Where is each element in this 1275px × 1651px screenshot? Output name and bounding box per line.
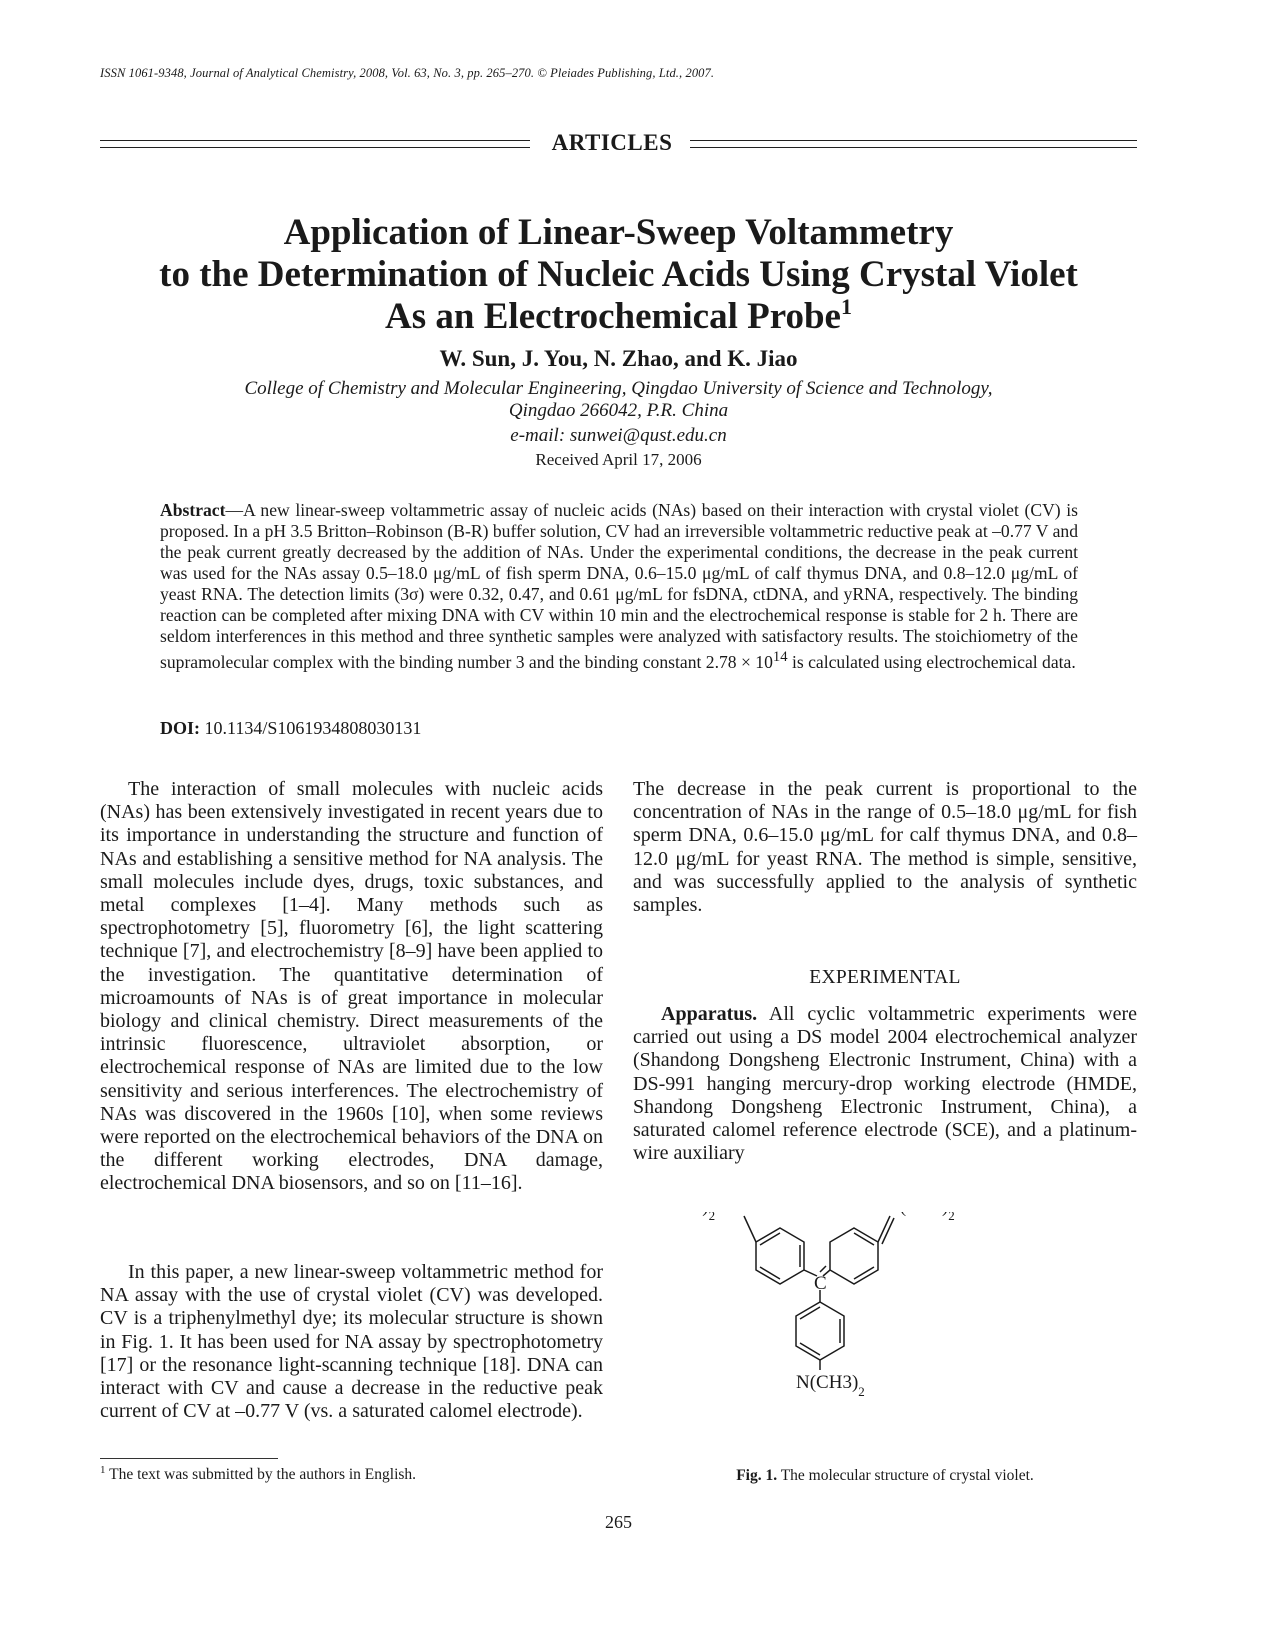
apparatus-label: Apparatus.	[661, 1003, 758, 1025]
left-benzene-ring	[756, 1228, 804, 1284]
abstract-label: Abstract	[160, 500, 226, 520]
figure-crystal-violet-structure	[680, 1212, 1100, 1437]
affiliation	[100, 378, 1137, 422]
affiliation-line-2: Qingdao 266042, P.R. China	[508, 400, 729, 421]
abstract	[160, 500, 1078, 673]
title-line-2: to the Determination of Nucleic Acids Using Crystal Violet	[159, 254, 1078, 295]
title-footnote-mark: 1	[840, 294, 852, 319]
doi	[160, 718, 421, 739]
figure-caption-text: The molecular structure of crystal violet.	[777, 1467, 1034, 1484]
right-ring-double-bond	[854, 1267, 874, 1279]
doi-value: 10.1134/S1061934808030131	[200, 718, 422, 738]
title-line-1: Application of Linear-Sweep Voltammetry	[283, 212, 954, 253]
section-heading: ARTICLES	[551, 130, 673, 155]
body-left-paragraph-2	[100, 1261, 603, 1423]
apparatus-text: All cyclic voltammetric experiments were carried out using a DS model 2004 electrochemical analyzer (Shandong Dongsheng Electronic Instrument, China) with a DS-991 hanging mercury-drop working electrode (HMDE, Shandong Dongsheng Electronic Instrument, China), a saturated calomel reference electrode (SCE), and a platinum-wire auxiliary	[633, 1003, 1137, 1165]
paragraph: In this paper, a new linear-sweep voltammetric method for NA assay with the use of crystal violet (CV) was developed. CV is a triphenylmethyl dye; its molecular structure is shown in Fig. 1. It has been used for NA assay by spectrophotometry [17] or the resonance light-scanning technique [18]. DNA can interact with CV and cause a decrease in the reductive peak current of CV at –0.77 V (vs. a saturated calomel electrode).	[100, 1261, 603, 1423]
bottom-ring-double-bond	[800, 1307, 820, 1319]
paragraph: The decrease in the peak current is proportional to the concentration of NAs in the range of 0.5–18.0 μg/mL for fish sperm DNA, 0.6–15.0 μg/mL for calf thymus DNA, and 0.8–12.0 μg/mL for yeast RNA. The method is simple, sensitive, and was successfully applied to the analysis of synthetic samples.	[633, 778, 1137, 917]
title-line-3-text: As an Electrochemical Probe	[385, 296, 841, 337]
page-number: 265	[605, 1512, 632, 1532]
abstract-text: —A new linear-sweep voltammetric assay of nucleic acids (NAs) based on their interaction with crystal violet (CV) is proposed. In a pH 3.5 Britton–Robinson (B-R) buffer solution, CV had an irreversible voltammetric reductive peak at –0.77 V and the peak current greatly decreased by the addition of NAs. Under the experimental conditions, the decrease in the peak current was used for the NAs assay 0.5–18.0 μg/mL of fish sperm DNA, 0.6–15.0 μg/mL of calf thymus DNA, and 0.8–12.0 μg/mL of yeast RNA. The detection limits (3σ) were 0.32, 0.47, and 0.61 μg/mL for fsDNA, ctDNA, and yRNA, respectively. The binding reaction can be completed after mixing DNA with CV within 10 min and the electrochemical response is stable for 2 h. There are seldom interferences in this method and three synthetic samples were analyzed with satisfactory results. The stoichiometry of the supramolecular complex with the binding number 3 and the binding constant 2.78 × 10	[160, 500, 1078, 672]
label-bottom-group: $N(CH3)_2$	[796, 1372, 865, 1399]
authors: W. Sun, J. You, N. Zhao, and K. Jiao	[439, 346, 798, 371]
abstract-exponent: 14	[772, 649, 788, 665]
figure-caption	[633, 1467, 1137, 1485]
c-ring-double-bond	[820, 1266, 826, 1272]
title-line-3	[100, 296, 1137, 338]
label-central-carbon: C	[814, 1273, 827, 1294]
right-quinoid-ring	[830, 1228, 878, 1284]
footnote-text: The text was submitted by the authors in English.	[105, 1466, 417, 1484]
molecule-drawing	[680, 1212, 1100, 1432]
left-ring-double-bond	[760, 1267, 780, 1279]
bottom-ring-double-bond	[800, 1343, 820, 1355]
received-date: Received April 17, 2006	[535, 450, 702, 469]
body-right-paragraph-1	[633, 778, 1137, 917]
bottom-benzene-ring	[796, 1302, 844, 1360]
body-right-apparatus	[633, 1003, 1137, 1165]
body-left-paragraph-1	[100, 778, 603, 1196]
running-head: ISSN 1061-9348, Journal of Analytical Chemistry, 2008, Vol. 63, No. 3, pp. 265–270. © Pleiades Publishing, Ltd., 2007.	[100, 66, 715, 80]
label-right-group: 2	[948, 1212, 955, 1223]
footnote-rule	[100, 1458, 278, 1459]
right-ring-double-bond	[854, 1233, 874, 1245]
left-n-bond	[744, 1216, 756, 1242]
label-left-group: 2	[708, 1212, 716, 1223]
section-rule-left	[100, 140, 530, 148]
footnote	[100, 1464, 416, 1484]
paragraph: The interaction of small molecules with nucleic acids (NAs) has been extensively investigated in recent years due to its importance in understanding the structure and function of NAs and establishing a sensitive method for NA analysis. The small molecules include dyes, drugs, toxic substances, and metal complexes [1–4]. Many methods such as spectrophotometry [5], fluorometry [6], the light scattering technique [7], and electrochemistry [8–9] have been applied to the investigation. The quantitative determination of microamounts of NAs is of great importance in molecular biology and clinical chemistry. Direct measurements of the intrinsic fluorescence, ultraviolet absorption, or electrochemical response of NAs are limited due to the low sensitivity and serious interferences. The electrochemistry of NAs was discovered in the 1960s [10], when some reviews were reported on the electrochemical behaviors of the DNA on the different working electrodes, DNA damage, electrochemical DNA biosensors, and so on [11–16].	[100, 778, 603, 1195]
figure-caption-label: Fig. 1.	[736, 1467, 778, 1484]
doi-label: DOI:	[160, 718, 200, 738]
affiliation-line-1: College of Chemistry and Molecular Engineering, Qingdao University of Science and Technology,	[244, 378, 993, 399]
experimental-heading: EXPERIMENTAL	[809, 967, 961, 988]
footnote-mark: 1	[100, 1464, 106, 1476]
section-rule-right	[690, 140, 1137, 148]
paragraph	[633, 1003, 1137, 1165]
abstract-text-end: is calculated using electrochemical data.	[787, 651, 1076, 672]
left-ring-double-bond	[760, 1233, 780, 1245]
author-email: e-mail: sunwei@qust.edu.cn	[510, 425, 727, 446]
article-title	[100, 212, 1137, 338]
